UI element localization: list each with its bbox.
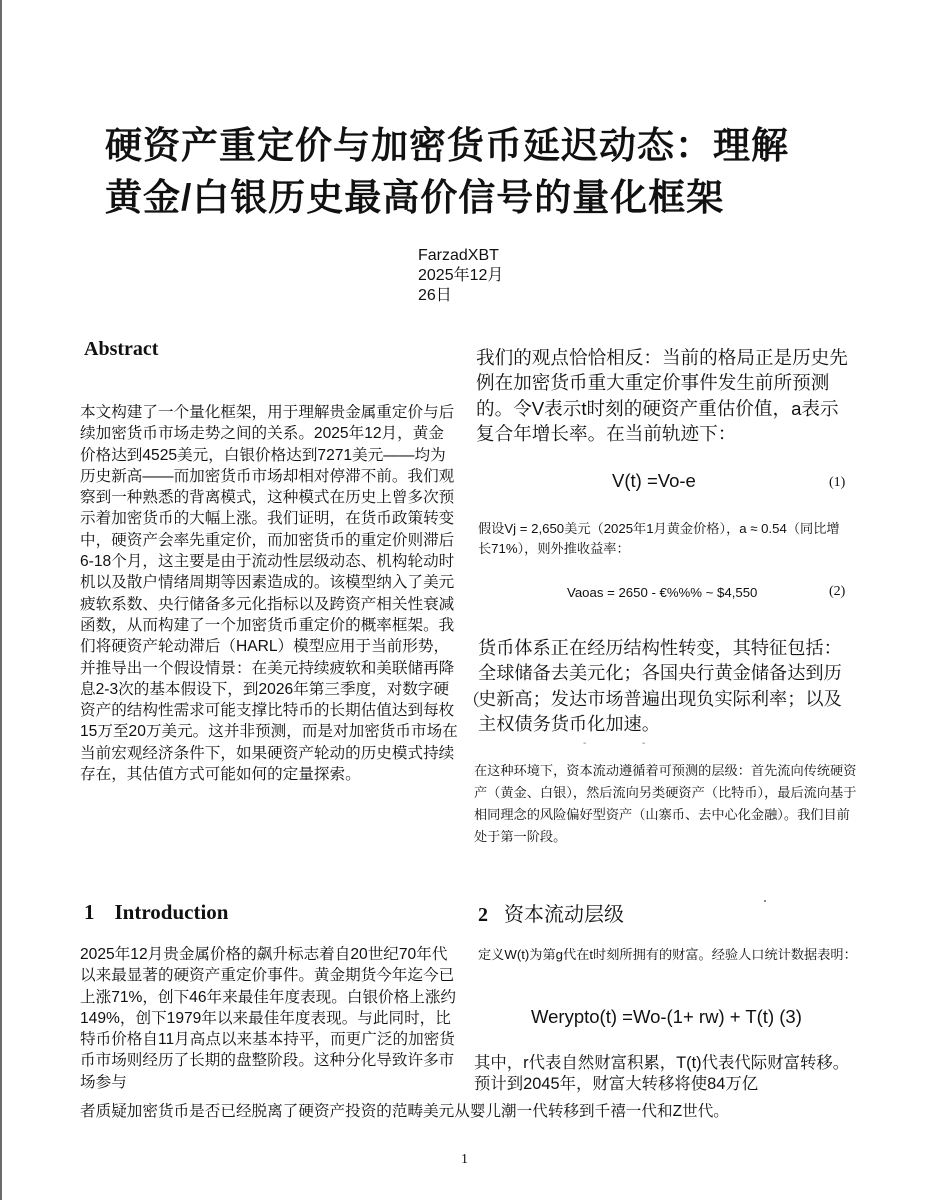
section2-heading [478,898,624,927]
intro-body-tail [80,1101,729,1122]
section2-explanation: 其中，r代表自然财富积累，T(t)代表代际财富转移。预计到2045年，财富大转移将使84万亿 [474,1054,850,1094]
paper-title: 硬资产重定价与加密货币延迟动态：理解黄金/白银历史最高价信号的量化框架 [105,125,789,218]
intro-body: 2025年12月贵金属价格的飙升标志着自20世纪70年代以来最显著的硬资产重定价事件。黄金期货今年迄今已上涨71%，创下46年来最佳年度表现。白银价格上涨约149%，创下1979年以来最佳年度表现。与此同时，比特币价格自11月高点以来基本持平，而更广泛的加密货币市场则经历了长期的盘整阶段。这种分化导致许多市场参与 [80,946,457,1091]
equation-1: V(t) =Vo-e [612,470,696,491]
section2-definition: 定义W(t)为第g代在t时刻所拥有的财富。经验人口统计数据表明： [478,947,857,962]
equation-2: Vaoas = 2650 - €%%% ~ $4,550 [567,585,758,600]
assumption-paragraph: 假设Vj = 2,650美元（2025年1月黄金价格），a ≈ 0.54（同比增长71%），则外推收益率： [478,521,840,556]
page-left-edge [0,0,2,1200]
stray-dash-1: - [583,738,587,749]
stray-parenthesis: （ [463,691,480,710]
equation-1-number: (1) [829,475,846,490]
abstract-body: 本文构建了一个量化框架，用于理解贵金属重定价与后续加密货币市场走势之间的关系。2025年12月，黄金价格达到4525美元，白银价格达到7271美元——均为历史新高——而加密货币市场却相对停滞不前。我们观察到一种熟悉的背离模式，这种模式在历史上曾多次预示着加密货币的大幅上涨。我们证明，在货币政策转变中，硬资产会率先重定价，而加密货币的重定价则滞后6-18个月，这主要是由于流动性层级动态、机构轮动时机以及散户情绪周期等因素造成的。该模型纳入了美元疲软系数、央行储备多元化指标以及跨资产相关性衰减函数，从而构建了一个加密货币重定价的概率框架。我们将硬资产轮动滞后（HARL）模型应用于当前形势，并推导出一个假设情景：在美元持续疲软和美联储再降息2-3次的基本假设下，到2026年第三季度，对数字硬资产的结构性需求可能支撑比特币的长期估值达到每枚15万至20万美元。这并非预测，而是对加密货币市场在当前宏观经济条件下，如果硬资产轮动的历史模式持续存在，其估值方式可能如何的定量探索。 [80,404,458,784]
equation-3: Werypto(t) =Wo-(1+ rw) + T(t) (3) [531,1006,802,1027]
section2-tail-text: 美元从婴儿潮一代转移到千禧一代和Z世代。 [423,1103,729,1120]
stray-dash-2: - [642,738,646,749]
author-name: FarzadXBT [418,247,499,264]
intro-section-title: Introduction [114,900,229,924]
intro-section-number: 1 [84,900,95,924]
right-lead-paragraph: 我们的观点恰恰相反：当前的格局正是历史先例在加密货币重大重定价事件发生前所预测的。令V表示t时刻的硬资产重估价值，a表示复合年增长率。在当前轨迹下： [476,347,848,444]
author-date-line1: 2025年12月 [418,267,504,284]
flow-paragraph: 在这种环境下，资本流动遵循着可预测的层级：首先流向传统硬资产（黄金、白银），然后流向另类硬资产（比特币），最后流向基于相同理念的风险偏好型资产（山寨币、去中心化金融）。我们目前处于第一阶段。 [474,763,857,844]
equation-2-number: (2) [829,584,846,599]
section2-number: 2 [478,904,488,926]
intro-heading [84,900,228,925]
abstract-heading: Abstract [84,338,159,360]
stray-dot [764,900,766,902]
intro-tail-text: 者质疑加密货币是否已经脱离了硬资产投资的范畴 [80,1103,424,1120]
section2-title: 资本流动层级 [504,904,624,926]
author-block [418,246,503,306]
page-number: 1 [461,1152,468,1167]
author-date-line2: 26日 [418,287,452,304]
regime-paragraph: 货币体系正在经历结构性转变，其特征包括：全球储备去美元化；各国央行黄金储备达到历史新高；发达市场普遍出现负实际利率；以及主权债务货币化加速。 [478,638,842,734]
